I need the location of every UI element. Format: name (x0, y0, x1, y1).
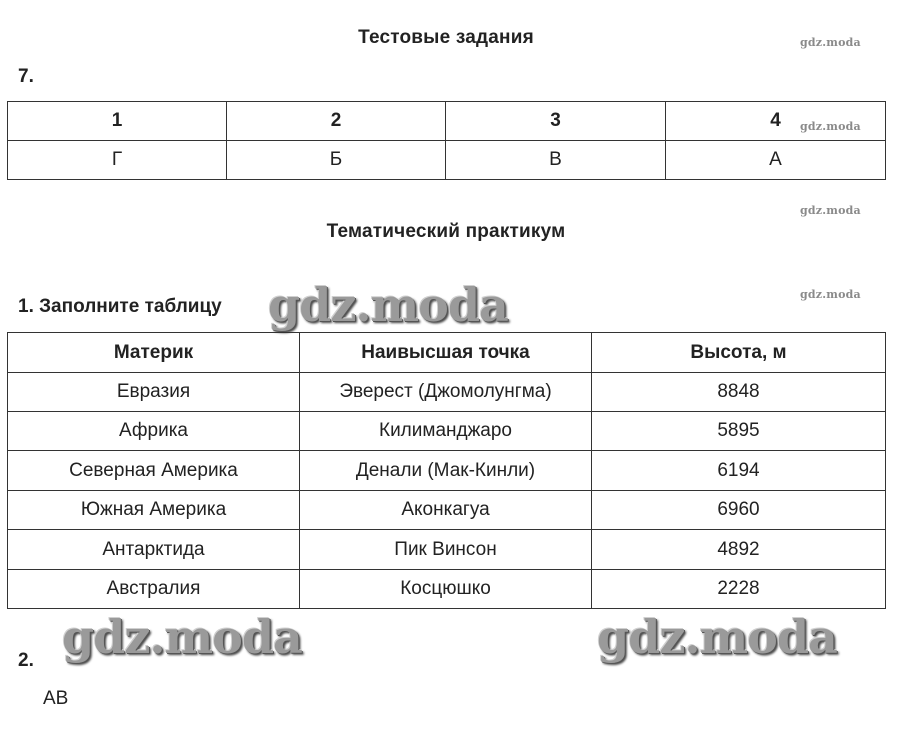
task-2-label: 2. (18, 650, 34, 671)
peak-cell: Килиманджаро (300, 412, 592, 451)
answers-header-cell: 3 (446, 102, 666, 141)
section-title-tests: Тестовые задания (358, 27, 534, 48)
section-title-practicum: Тематический практикум (326, 221, 566, 242)
height-cell: 5895 (592, 412, 886, 451)
continent-cell: Евразия (8, 373, 300, 412)
watermark-large: gdz.moda (268, 278, 508, 332)
answers-cell: А (666, 141, 886, 180)
height-cell: 4892 (592, 530, 886, 570)
task-1-label: 1. Заполните таблицу (18, 296, 222, 317)
answers-cell: Г (8, 141, 227, 180)
table-row (8, 412, 886, 451)
answers-header-cell: 1 (8, 102, 227, 141)
answers-header-cell: 4 (666, 102, 886, 141)
height-cell: 6960 (592, 491, 886, 530)
watermark-small: gdz.moda (800, 36, 861, 49)
peak-cell: Аконкагуа (300, 491, 592, 530)
answers-table (7, 101, 886, 180)
continent-cell: Южная Америка (8, 491, 300, 530)
peak-cell: Эверест (Джомолунгма) (300, 373, 592, 412)
table-row (8, 451, 886, 491)
answers-header-cell: 2 (227, 102, 446, 141)
answers-cell: В (446, 141, 666, 180)
watermark-small: gdz.moda (800, 204, 861, 217)
table-row (8, 530, 886, 570)
watermark-large: gdz.moda (597, 610, 837, 664)
continents-table (7, 332, 886, 609)
task-2-answer: АВ (43, 688, 69, 709)
answers-cell: Б (227, 141, 446, 180)
continents-header-row (8, 333, 886, 373)
watermark-small: gdz.moda (800, 120, 861, 133)
continent-cell: Антарктида (8, 530, 300, 570)
table-row (8, 491, 886, 530)
task-number-7: 7. (18, 66, 34, 87)
answers-header-row (8, 102, 886, 141)
column-header-highest-point: Наивысшая точка (300, 333, 592, 373)
height-cell: 8848 (592, 373, 886, 412)
continent-cell: Африка (8, 412, 300, 451)
continent-cell: Северная Америка (8, 451, 300, 491)
answers-row (8, 141, 886, 180)
height-cell: 6194 (592, 451, 886, 491)
height-cell: 2228 (592, 570, 886, 609)
peak-cell: Косцюшко (300, 570, 592, 609)
continent-cell: Австралия (8, 570, 300, 609)
column-header-height: Высота, м (592, 333, 886, 373)
watermark-small: gdz.moda (800, 288, 861, 301)
table-row (8, 373, 886, 412)
peak-cell: Денали (Мак-Кинли) (300, 451, 592, 491)
table-row (8, 570, 886, 609)
watermark-large: gdz.moda (62, 610, 302, 664)
peak-cell: Пик Винсон (300, 530, 592, 570)
column-header-continent: Материк (8, 333, 300, 373)
